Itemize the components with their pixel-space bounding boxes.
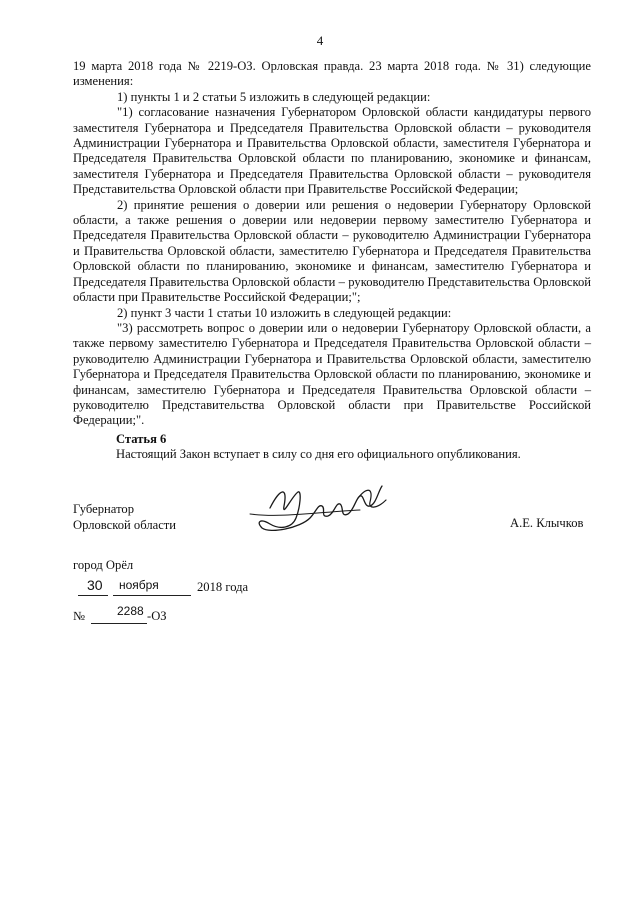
date-year: 2018 года xyxy=(197,580,249,594)
signing-date xyxy=(73,577,333,600)
paragraph: 19 марта 2018 года № 2219-ОЗ. Орловская правда. 23 марта 2018 года. № 31) следующие изменения: xyxy=(73,59,591,89)
date-month: ноября xyxy=(119,578,159,592)
signatory-title xyxy=(73,501,176,533)
paragraph: 1) пункты 1 и 2 статьи 5 изложить в следующей редакции: xyxy=(117,89,431,104)
article-title: Статья 6 xyxy=(116,432,167,446)
handwritten-signature xyxy=(240,478,400,538)
article-6 xyxy=(116,432,596,463)
number-underline xyxy=(91,623,147,624)
date-month-underline xyxy=(113,595,191,596)
page-number: 4 xyxy=(316,33,324,48)
signatory-title-line: Орловской области xyxy=(73,518,177,532)
signatory-name: А.Е. Клычков xyxy=(510,516,584,530)
paragraph: 2) пункт 3 части 1 статьи 10 изложить в следующей редакции: xyxy=(117,305,452,320)
paragraph: 2) принятие решения о доверии или решения о недоверии Губернатору Орловской области, а также решения о доверии или недоверии первому заместителю Губернатора и Председателя Правительства Орловской области – руководителю Администрации Губернатора и Правительства Орловской области, заместителю Губернатора и Председателя Правительства Орловской области по планированию, экономике и финансам, заместителю Губернатора и Председателя Правительства Орловской области – руководителю Представительства Орловской области при Правительстве Российской Федерации;"; xyxy=(73,197,591,305)
law-number xyxy=(73,604,273,627)
law-number-value: 2288 xyxy=(117,604,144,618)
signatory-title-line: Губернатор xyxy=(73,502,134,516)
city: город Орёл xyxy=(73,558,134,572)
law-body-text xyxy=(73,59,591,429)
paragraph: "3) рассмотреть вопрос о доверии или о недоверии Губернатору Орловской области, а также первому заместителю Губернатора и Председателя Правительства Орловской области – руководителю Администрации Губернатора и Правительства Орловской области, заместителю Губернатора и Председателя Правительства Орловской области по планированию, экономике и финансам, заместителю Губернатора и Председателя Правительства Орловской области – руководителю Представительства Орловской области при Правительстве Российской Федерации;". xyxy=(73,320,591,428)
date-day: 30 xyxy=(87,577,103,593)
paragraph: "1) согласование назначения Губернатором Орловской области кандидатуры первого заместителя Губернатора и Председателя Правительства Орловской области – руководителя Администрации Губернатора и Правительства Орловской области, заместителя Губернатора и Председателя Правительства Орловской области по планированию, экономике и финансам, заместителя Губернатора и Председателя Правительства Орловской области – руководителя Представительства Орловской области при Правительстве Российской Федерации; xyxy=(73,105,591,197)
article-text: Настоящий Закон вступает в силу со дня его официального опубликования. xyxy=(116,447,521,462)
date-day-underline xyxy=(78,595,108,596)
number-sign: № xyxy=(73,609,86,623)
law-number-suffix: -ОЗ xyxy=(147,609,167,623)
